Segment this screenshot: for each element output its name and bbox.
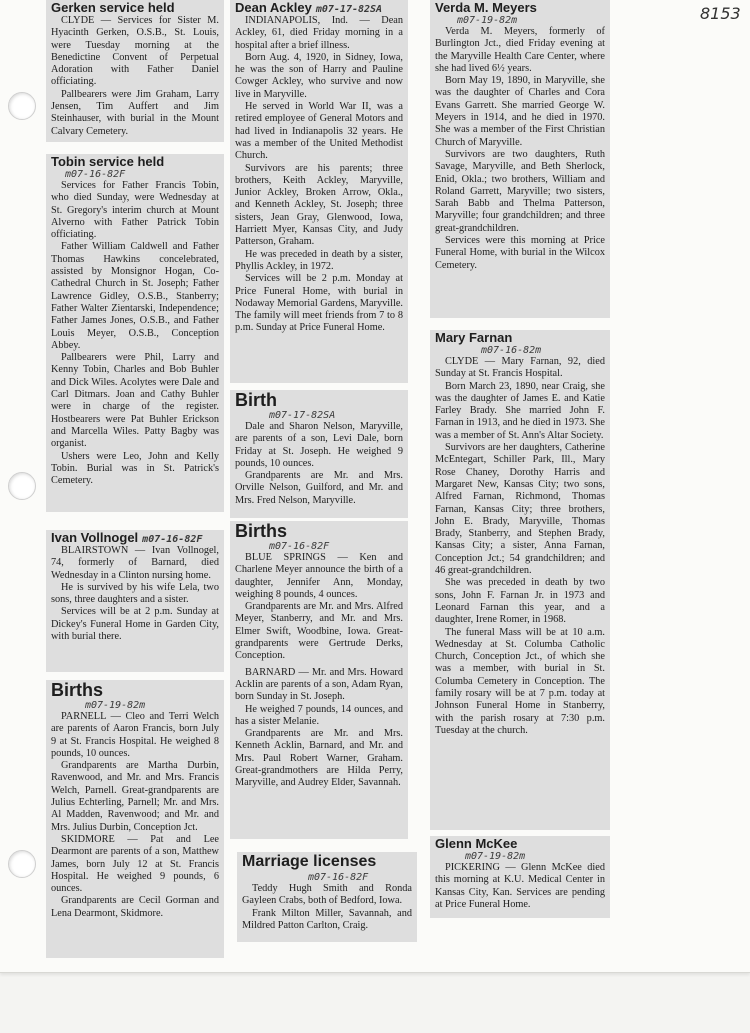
date-stamp: m07-16-82m <box>481 345 542 356</box>
clipping-paragraph: She was preceded in death by two sons, John F. Farnan Jr. in 1973 and Leonard Farnan this year, and a daughter, Irene Romer, in 1968. <box>435 577 605 626</box>
date-stamp: m07-19-82m <box>85 700 146 711</box>
clipping-paragraph: Grandparents are Mr. and Mrs. Orville Nelson, Guilford, and Mr. and Mrs. Fred Nelson, Maryville. <box>235 470 403 506</box>
clipping-paragraph: Pallbearers were Jim Graham, Larry Jensen, Tim Auffert and Jim Steinhauser, with burial in the Mount Calvary Cemetery. <box>51 88 219 137</box>
clipping-paragraph: Frank Milton Miller, Savannah, and Mildred Patton Carlton, Craig. <box>242 907 412 931</box>
date-stamp: m07-16-82F <box>269 541 330 552</box>
date-stamp: m07-19-82m <box>457 15 518 26</box>
clipping-vollnogel <box>46 530 224 672</box>
clipping-headline: Births <box>235 521 288 541</box>
clipping-paragraph: Services will be 2 p.m. Monday at Price Funeral Home, with burial in Nodaway Memorial Gardens, Maryville. The family will meet friends from 7 to 8 p.m. Sunday at Price Funeral Home. <box>235 273 403 334</box>
clipping-headline <box>235 0 403 15</box>
clipping-paragraph: Grandparents are Mr. and Mrs. Kenneth Acklin, Barnard, and Mr. and Mrs. Paul Robert Warner, Graham. Great-grandmothers are Hilda Perry, Maryville, and Audrey Elder, Savannah. <box>235 728 403 789</box>
clipping-paragraph: BARNARD — Mr. and Mrs. Howard Acklin are parents of a son, Adam Ryan, born Sunday in St. Joseph. <box>235 666 403 703</box>
clipping-paragraph: Services will be at 2 p.m. Sunday at Dickey's Funeral Home in Garden City, with burial there. <box>51 606 219 643</box>
clipping-paragraph: Survivors are his parents; three brothers, Keith Ackley, Maryville, Junior Ackley, Broken Arrow, Okla., and Kenneth Ackley, St. Joseph; three sisters, Jean Gray, Glenwood, Iowa, Harriett Myer, Kansas City, and Judy Patterson, Graham. <box>235 162 403 248</box>
clipping-headline: Tobin service held <box>51 154 165 169</box>
clipping-paragraph: Ushers were Leo, John and Kelly Tobin. Burial was in St. Patrick's Cemetery. <box>51 450 219 487</box>
clipping-paragraph: CLYDE — Mary Farnan, 92, died Sunday at St. Francis Hospital. <box>435 356 605 380</box>
clipping-paragraph: Born March 23, 1890, near Craig, she was the daughter of James E. and Katie Farley Brady. She married John F. Farnan in 1913, and he died in 1973. She was a member of St. Ann's Altar Society. <box>435 380 605 441</box>
punch-hole <box>8 92 36 120</box>
clipping-paragraph: He weighed 7 pounds, 14 ounces, and has a sister Melanie. <box>235 703 403 727</box>
date-stamp: m07-17-82SA <box>315 4 383 15</box>
clipping-paragraph: Born Aug. 4, 1920, in Sidney, Iowa, he was the son of Harry and Pauline Cowger Ackley, who survive and now live in Maryville. <box>235 51 403 100</box>
date-stamp: m07-17-82SA <box>269 410 336 421</box>
clipping-headline: Verda M. Meyers <box>435 0 537 15</box>
clipping-farnan <box>430 330 610 830</box>
clipping-ackley <box>230 0 408 383</box>
clipping-paragraph: BLUE SPRINGS — Ken and Charlene Meyer announce the birth of a daughter, Jennifer Ann, Monday, weighing 8 pounds, 4 ounces. <box>235 552 403 600</box>
date-stamp: m07-16-82F <box>142 534 203 545</box>
clipping-paragraph: Services were this morning at Price Funeral Home, with burial in the Wilcox Cemetery. <box>435 235 605 271</box>
clipping-paragraph: BLAIRSTOWN — Ivan Vollnogel, 74, formerly of Barnard, died Wednesday in a Clinton nursing home. <box>51 545 219 581</box>
clipping-paragraph: INDIANAPOLIS, Ind. — Dean Ackley, 61, died Friday morning in a hospital after a brief illness. <box>235 15 403 51</box>
clipping-paragraph: Born May 19, 1890, in Maryville, she was the daughter of Charles and Cora Evans Garrett. She married George W. Meyers in 1914, and he died in 1970. She was a member of the First Christian Church of Maryville. <box>435 75 605 148</box>
clipping-headline <box>51 530 219 545</box>
clipping-paragraph: PICKERING — Glenn McKee died this morning at K.U. Medical Center in Kansas City, Kan. Services are pending at Price Funeral Home. <box>435 862 605 910</box>
page-number: 8153 <box>700 4 741 23</box>
clipping-paragraph: Grandparents are Martha Durbin, Ravenwood, and Mr. and Mrs. Francis Welch, Parnell. Great-grandparents are Julius Echterling, Parnell; Mr. and Mrs. Al Madden, Ravenwood; and Mr. and Mrs. Julius Durbin, Conception Jct. <box>51 760 219 833</box>
clipping-headline: Marriage licenses <box>242 853 377 870</box>
date-stamp: m07-16-82F <box>308 872 369 883</box>
clipping-headline: Glenn McKee <box>435 836 518 851</box>
clipping-paragraph: Survivors are two daughters, Ruth Savage, Maryville, and Beth Sherlock, Enid, Okla.; two brothers, William and Roland Garrett, Maryville; two sisters, Sarah Babb and Thelma Patterson, Maryville; four grandchildren; and three great-grandchildren. <box>435 148 605 234</box>
clipping-births-middle <box>230 521 408 839</box>
clipping-paragraph: Survivors are her daughters, Catherine McEntegart, Schiller Park, Ill., Mary Rose Chaney, Dorothy Harris and Margaret New, Kansas City; two sons, Alfred Farnan, Richmond, Thomas Farnan, Kansas City; three brothers, John E. Brady, Maryville, Thomas Brady, Stanberry, and Stephen Brady, Kansas City; a sister, Anna Farnan, Conception Jct.; 54 grandchildren; and 46 great-grandchildren. <box>435 442 605 577</box>
clipping-paragraph: Pallbearers were Phil, Larry and Kenny Tobin, Charles and Bob Buhler and Dick Wiles. Acolytes were Dale and Carl Ditmars. Joan and Cathy Buhler were in charge of the register. Hostbearers were Pat Buhler Erickson and Marcella Wiles. Patty Bagby was organist. <box>51 352 219 450</box>
headline-text: Dean Ackley <box>235 0 312 15</box>
clipping-paragraph: Services for Father Francis Tobin, who died Sunday, were Wednesday at St. Gregory's interim church at Mount Alverno with Father Patrick Tobin officiating. <box>51 180 219 241</box>
date-stamp: m07-16-82F <box>65 169 126 180</box>
clipping-marriage-licenses <box>237 852 417 942</box>
punch-hole <box>8 850 36 878</box>
clipping-tobin <box>46 154 224 512</box>
clipping-mckee <box>430 836 610 918</box>
clipping-meyers <box>430 0 610 318</box>
clipping-headline: Births <box>51 680 104 700</box>
clipping-paragraph: SKIDMORE — Pat and Lee Dearmont are parents of a son, Matthew James, born July 12 at St. Francis Hospital. He weighed 9 pounds, 6 ounces. <box>51 833 219 895</box>
clipping-paragraph: He was preceded in death by a sister, Phyllis Ackley, in 1972. <box>235 248 403 272</box>
clipping-paragraph: Teddy Hugh Smith and Ronda Gayleen Crabs, both of Bedford, Iowa. <box>242 883 412 907</box>
clipping-paragraph: He is survived by his wife Lela, two sons, three daughters and a sister. <box>51 581 219 606</box>
clipping-paragraph: Grandparents are Cecil Gorman and Lena Dearmont, Skidmore. <box>51 895 219 919</box>
clipping-headline: Gerken service held <box>51 0 175 15</box>
clipping-paragraph: Grandparents are Mr. and Mrs. Alfred Meyer, Stanberry, and Mr. and Mrs. Elmer Swift, Woodbine, Iowa. Great-grandparents were Gertrude Derks, Conception. <box>235 601 403 662</box>
clipping-paragraph: Father William Caldwell and Father Thomas Hawkins concelebrated, assisted by Monsignor Hogan, Co-Cathedral Church in St. Joseph; Father Lawrence Gidley, O.S.B., Stanberry; Father Walter Zientarski, Independence; Father James Jones, O.S.B., and Father Louis Meyer, O.S.B., Conception Abbey. <box>51 241 219 351</box>
clipping-headline: Mary Farnan <box>435 330 513 345</box>
clipping-paragraph: He served in World War II, was a retired employee of General Motors and had lived in Indianapolis 32 years. He was a member of the United Methodist Church. <box>235 101 403 162</box>
clipping-paragraph: Verda M. Meyers, formerly of Burlington Jct., died Friday evening at the Maryville Health Care Center, where she had lived 6½ years. <box>435 26 605 74</box>
clipping-paragraph: Dale and Sharon Nelson, Maryville, are parents of a son, Levi Dale, born Friday at St. Joseph. He weighed 9 pounds, 10 ounces. <box>235 421 403 469</box>
clipping-births-left <box>46 680 224 958</box>
clipping-paragraph: CLYDE — Services for Sister M. Hyacinth Gerken, O.S.B., St. Louis, were Tuesday morning at the Benedictine Convent of Perpetual Adoration with Father Daniel officiating. <box>51 15 219 88</box>
clipping-gerken <box>46 0 224 142</box>
punch-hole <box>8 472 36 500</box>
clipping-paragraph: The funeral Mass will be at 10 a.m. Wednesday at St. Columba Catholic Church, Conception Jct., of which she was a member, with burial in St. Columba Cemetery in Conception. The family rosary will be at 7 p.m. today at Johnson Funeral Home in Stanberry, with the parish rosary at 7:30 p.m. Tuesday at the church. <box>435 626 605 736</box>
clipping-paragraph: PARNELL — Cleo and Terri Welch are parents of Aaron Francis, born July 9 at St. Francis Hospital. He weighed 8 pounds, 10 ounces. <box>51 711 219 759</box>
clipping-birth <box>230 390 408 518</box>
headline-text: Ivan Vollnogel <box>51 530 139 545</box>
clipping-headline: Birth <box>235 390 277 410</box>
date-stamp: m07-19-82m <box>465 851 526 862</box>
